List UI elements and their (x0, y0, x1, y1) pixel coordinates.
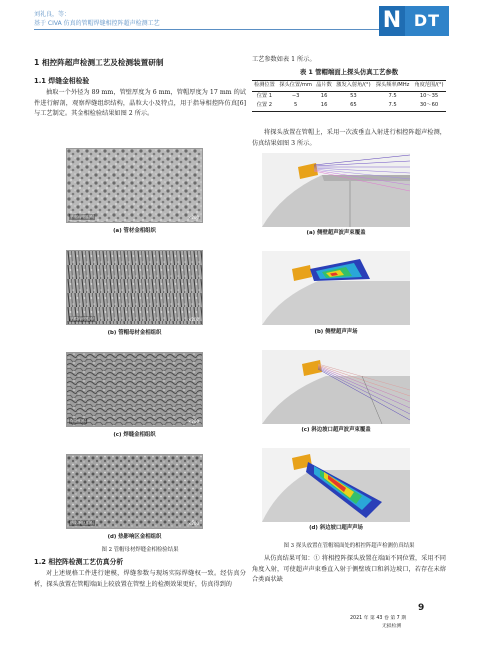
micrograph-b-scale: ×200 (188, 317, 199, 322)
table-cell: 7.5 (388, 102, 397, 108)
micrograph-c-scale: ×200 (188, 419, 199, 424)
page-header (0, 0, 480, 38)
table-1-title: 表 1 管帽端面上探头仿真工艺参数 (299, 68, 399, 76)
micrograph-a-image (67, 149, 203, 223)
micrograph-a-label: 管材母材组织 (70, 214, 94, 219)
simulation-a (262, 153, 410, 227)
simulation-c-caption: (c) 斜边坡口超声波声束覆盖 (301, 427, 371, 433)
table-1 (252, 80, 446, 112)
table-cell: 16 (320, 102, 328, 108)
simulation-b-image (262, 251, 410, 325)
micrograph-b-image (67, 251, 203, 325)
table-cell: 53 (350, 92, 357, 99)
simulation-a-caption: (a) 侧壁超声波声束覆盖 (306, 230, 366, 236)
micrograph-a (66, 148, 203, 223)
right-body-1: 将探头放置在管帽上，采用一次波垂直入射进行相控阵超声检测，仿真结果如图 3 所示。 (252, 129, 446, 147)
simulation-a-image (262, 153, 410, 227)
micrograph-c-label: 焊缝组织 (70, 418, 86, 423)
table-header-cell: 检测位置 (254, 82, 275, 88)
journal-issue: 2021 年 第 43 卷 第 7 期 (350, 616, 407, 621)
subsection-1-body: 抽取一个外径为 89 mm，管壁厚度为 6 mm，管帽厚度为 17 mm 的试件进行解剖，观察焊缝组织结构，晶粒大小及特点，用于指导相控阵仿真[6]与工艺制定。其金相检验结果如图 2 所示。 (34, 89, 246, 117)
table-cell: −3 (291, 92, 300, 99)
table-header-cell: 激发入射角/(°) (336, 82, 371, 88)
micrograph-d-scale: ×200 (188, 521, 199, 526)
header-rule (34, 29, 379, 30)
table-header-cell: 探头频率/MHz (375, 82, 410, 88)
right-body-2: 从仿真结果可知：① 将相控阵探头放置在端面不同位置，采用不同角度入射，可使超声声束垂直入射于侧壁坡口和斜边坡口，若存在未熔合类面状缺 (252, 555, 446, 583)
table-header-cell: 角度范围/(°) (414, 82, 444, 88)
table-cell: 10～35 (419, 92, 439, 99)
header-title: 基于 CIVA 仿真的管帽焊缝相控阵超声检测工艺 (34, 20, 160, 27)
simulation-b (262, 251, 410, 325)
section-title: 1 相控阵超声检测工艺及检测装置研制 (34, 58, 164, 67)
table-row (252, 91, 446, 101)
subsection-2-body: 对上述规格工件进行建模，焊缝参数与现场实际焊缝权一致。经仿真分析，探头放置在管帽端面上较放置在管壁上的检测效果更好，仿真得到的 (34, 570, 246, 588)
micrograph-c-image (67, 353, 203, 427)
table-intro: 工艺参数如表 1 所示。 (252, 56, 316, 63)
table-cell: 65 (350, 102, 357, 108)
simulation-d (262, 448, 410, 522)
micrograph-d-caption: (d) 热影响区金相组织 (107, 534, 162, 540)
journal-name: 无损检测 (382, 624, 402, 629)
table-cell: 7.5 (388, 92, 397, 99)
table-cell: 30～60 (419, 102, 439, 108)
micrograph-b (66, 250, 203, 325)
simulation-d-caption: (d) 斜边坡口超声声场 (309, 525, 363, 531)
simulation-b-caption: (b) 侧壁超声声场 (314, 329, 358, 335)
micrograph-c-caption: (c) 焊缝金相组织 (113, 432, 156, 438)
table-row (252, 101, 446, 111)
table-header-cell: 探头位置/mm (279, 82, 312, 88)
micrograph-a-caption: (a) 管材金相组织 (113, 228, 156, 234)
subsection-1-title: 1.1 焊缝金相检验 (34, 77, 90, 85)
journal-logo-n: N (379, 6, 405, 36)
simulation-d-image (262, 448, 410, 522)
header-authors: 刘礼良，等： (34, 11, 71, 18)
micrograph-d-label: 热影响区组织 (70, 520, 94, 525)
micrograph-d (66, 454, 203, 529)
table-cell: 16 (320, 92, 328, 99)
table-header-row (252, 81, 446, 92)
params-table (252, 80, 446, 112)
micrograph-b-label: 管帽母材组织 (70, 316, 94, 321)
simulation-c (262, 350, 410, 424)
subsection-2-title: 1.2 相控阵检测工艺仿真分析 (34, 558, 124, 566)
table-cell: 位置 2 (256, 102, 273, 108)
figure-3-caption: 图 3 探头放置在管帽端面处的相控阵超声检测仿真结果 (283, 543, 415, 549)
micrograph-c (66, 352, 203, 427)
table-header-cell: 晶片数 (316, 82, 332, 88)
table-cell: 位置 1 (256, 92, 273, 99)
micrograph-a-scale: ×200 (188, 215, 199, 220)
page-number: 9 (418, 603, 425, 613)
figure-2-caption: 图 2 管帽母材焊缝金相检验结果 (101, 547, 179, 553)
table-cell: 5 (293, 102, 298, 108)
journal-logo-text: DT (405, 6, 449, 36)
simulation-c-image (262, 350, 410, 424)
micrograph-d-image (67, 455, 203, 529)
micrograph-b-caption: (b) 管帽母材金相组织 (107, 330, 162, 336)
